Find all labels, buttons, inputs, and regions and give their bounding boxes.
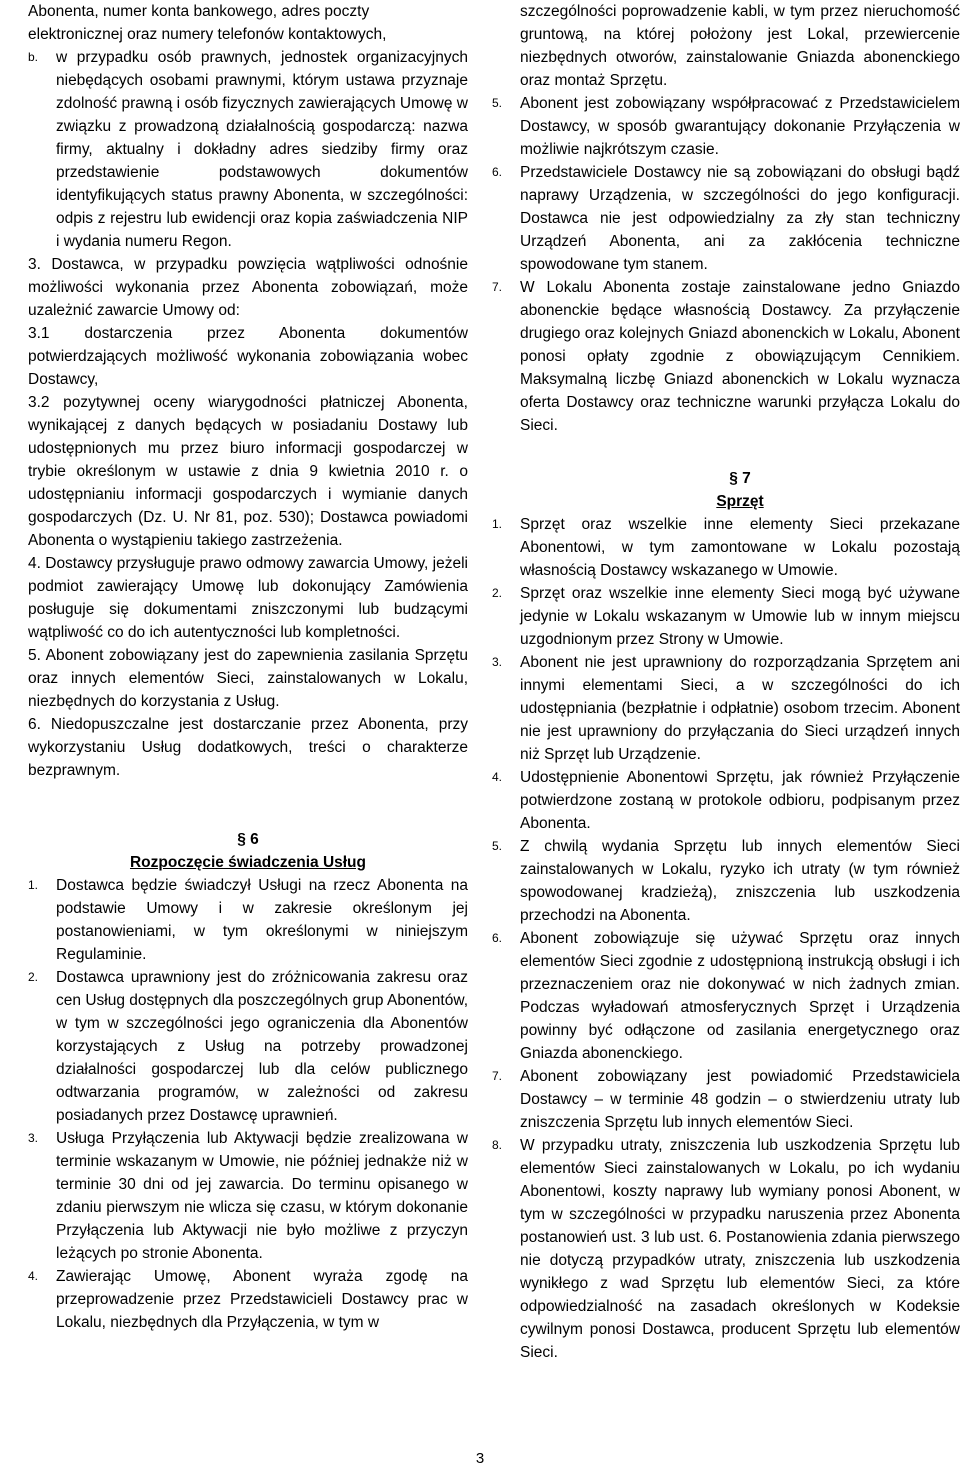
list-item bbox=[492, 582, 960, 651]
list-item bbox=[492, 92, 960, 161]
item-number: 1. bbox=[492, 517, 503, 531]
list-item bbox=[492, 927, 960, 1065]
list-item bbox=[492, 1065, 960, 1134]
top-line: elektronicznej oraz numery telefonów kontaktowych, bbox=[28, 26, 387, 43]
paragraph-3-2: 3.2 pozytywnej oceny wiarygodności płatniczej Abonenta, wynikającej z danych będących w posiadaniu Dostawy lub udostępnionych mu przez biuro informacji gospodarczej w trybie określonym w ustawie z dnia 9 kwietnia 2010 r. o udostępnianiu informacji gospodarczych i wymianie danych gospodarczych (Dz. U. Nr 81, poz. 530); Dostawca powiadomi Abonenta o wystąpieniu takiego zastrzeżenia. bbox=[28, 394, 468, 549]
list-item bbox=[492, 161, 960, 276]
list-item bbox=[28, 874, 468, 966]
item-text: Sprzęt oraz wszelkie inne elementy Sieci przekazane Abonentowi, w tym zamontowane w Lokalu pozostają własnością Dostawcy wskazanego w Umowie. bbox=[520, 516, 960, 579]
item-number: 6. bbox=[492, 931, 503, 945]
list-item bbox=[492, 766, 960, 835]
item-text: w przypadku osób prawnych, jednostek organizacyjnych niebędących osobami prawnymi, którym ustawa przyznaje zdolność prawną i osób fizycznych zawierających Umowę w związku z prowadzoną działalnością gospodarczą: nazwa firmy, aktualny i dokładny adres siedziby firmy oraz przedstawienie podstawowych dokumentów identyfikujących status prawny Abonenta, w szczególności: odpis z rejestru lub ewidencji oraz kopia zaświadczenia NIP i wydania numeru Regon. bbox=[56, 49, 468, 250]
item-number: 2. bbox=[492, 586, 503, 600]
item-text: Przedstawiciele Dostawcy nie są zobowiązani do obsługi bądź naprawy Urządzenia, w szczególności do jego konfiguracji. Dostawca nie jest odpowiedzialny za zły stan techniczny Urządzeń Abonenta, ani za zakłócenia techniczne spowodowane tym stanem. bbox=[520, 164, 960, 273]
continuation-text: szczególności poprowadzenie kabli, w tym przez nieruchomość gruntową, na której położony jest Lokal, przewiercenie niezbędnych otworów, zainstalowanie Gniazda abonenckiego oraz montaż Sprzętu. bbox=[520, 3, 960, 89]
section-number: § 6 bbox=[237, 831, 259, 848]
item-text: Abonent zobowiązuje się używać Sprzętu oraz innych elementów Sieci zgodnie z udostępnioną instrukcją obsługi i ich przeznaczeniem oraz nie dokonywać w nich żadnych zmian. Podczas wyładowań atmosferycznych Sprzęt i Urządzenia powinny być odłączone od zasilania energetycznego oraz Gniazda abonenckiego. bbox=[520, 930, 960, 1062]
section-title: Rozpoczęcie świadczenia Usług bbox=[129, 854, 366, 871]
paragraph-5: 5. Abonent zobowiązany jest do zapewnienia zasilania Sprzętu oraz innych elementów Sieci, zainstalowanych w Lokalu, niezbędnych do korzystania z Usług. bbox=[28, 647, 468, 710]
item-text: Sprzęt oraz wszelkie inne elementy Sieci mogą być używane jedynie w Lokalu wskazanym w Umowie lub w innym miejscu uzgodnionym przez Strony w Umowie. bbox=[520, 585, 960, 648]
item-text: Dostawca będzie świadczył Usługi na rzecz Abonenta na podstawie Umowy i w zakresie określonym jej postanowieniami, w tym określonymi w niniejszym Regulaminie. bbox=[56, 877, 468, 963]
item-text: Udostępnienie Abonentowi Sprzętu, jak również Przyłączenie potwierdzone zostaną w protokole odbioru, podpisanym przez Abonenta. bbox=[520, 769, 960, 832]
item-text: Z chwilą wydania Sprzętu lub innych elementów Sieci zainstalowanych w Lokalu, ryzyko ich utraty (w tym również spowodowanej kradzieżą), zniszczenia lub uszkodzenia przechodzi na Abonenta. bbox=[520, 838, 960, 924]
item-number: 4. bbox=[28, 1269, 39, 1283]
item-text: Abonent nie jest uprawniony do rozporządzania Sprzętem ani innymi elementami Sieci, a w szczególności do ich udostępniania (bezpłatnie i odpłatnie) osobom trzecim. Abonent nie jest uprawniony do przyłączania do Sieci urządzeń innych niż Sprzęt lub Urządzenie. bbox=[520, 654, 960, 763]
item-number: 4. bbox=[492, 770, 503, 784]
item-label: b. bbox=[28, 50, 39, 64]
section-title: Sprzęt bbox=[716, 493, 764, 510]
item-number: 2. bbox=[28, 970, 39, 984]
list-item bbox=[28, 966, 468, 1127]
item-number: 5. bbox=[492, 96, 503, 110]
item-text: Abonent zobowiązany jest powiadomić Przedstawiciela Dostawcy – w terminie 48 godzin – o stwierdzeniu utraty lub zniszczenia Sprzętu lub innych elementów Sieci. bbox=[520, 1068, 960, 1131]
item-text: Abonent jest zobowiązany współpracować z Przedstawicielem Dostawcy, w sposób gwarantujący dokonanie Przyłączenia w możliwie najkrótszym czasie. bbox=[520, 95, 960, 158]
paragraph-4: 4. Dostawcy przysługuje prawo odmowy zawarcia Umowy, jeżeli podmiot zawierający Umowę lub dokonujący Zamówienia posługuje się dokumentami zniszczonymi lub budzącymi wątpliwość co do ich autentyczności lub kompletności. bbox=[28, 555, 468, 641]
list-item bbox=[28, 1265, 468, 1334]
item-text: Dostawca uprawniony jest do zróżnicowania zakresu oraz cen Usług dostępnych dla poszczególnych grup Abonentów, w tym w szczególności jego ograniczenia dla Abonentów korzystających z Usług na potrzeby prowadzonej działalności gospodarczej lub dla celów publicznego odtwarzania programów, w zależności od zakresu posiadanych przez Dostawcę uprawnień. bbox=[56, 969, 468, 1124]
left-column bbox=[28, 0, 468, 1334]
item-number: 3. bbox=[28, 1131, 39, 1145]
item-text: W Lokalu Abonenta zostaje zainstalowane jedno Gniazdo abonenckie będące własnością Dostawcy. Za przyłączenie drugiego oraz kolejnych Gniazd abonenckich w Lokalu, Abonent ponosi opłaty zgodnie z obowiązującym Cennikiem. Maksymalną liczbę Gniazd abonenckich w Lokalu wyznacza oferta Dostawcy oraz techniczne warunki przyłącza Lokalu do Sieci. bbox=[520, 279, 960, 434]
item-b bbox=[28, 46, 468, 253]
list-item bbox=[492, 276, 960, 437]
item-text: Zawierając Umowę, Abonent wyraża zgodę na przeprowadzenie przez Przedstawicieli Dostawcy prac w Lokalu, niezbędnych dla Przyłączenia, w tym w bbox=[56, 1268, 468, 1331]
paragraph-3: 3. Dostawca, w przypadku powzięcia wątpliwości odnośnie możliwości wykonania przez Abonenta zobowiązań, może uzależnić zawarcie Umowy od: bbox=[28, 256, 468, 319]
item-text: W przypadku utraty, zniszczenia lub uszkodzenia Sprzętu lub elementów Sieci zainstalowanych w Lokalu, po ich wydaniu Abonentowi, koszty naprawy lub wymiany ponosi Abonent, w tym w szczególności w przypadku naruszenia przez Abonenta postanowień ust. 3 lub ust. 6. Postanowienia zdania pierwszego nie dotyczą przypadków utraty, zniszczenia lub uszkodzenia wynikłego z wad Sprzętu lub elementów Sieci, za które odpowiedzialność na zasadach określonych w Kodeksie cywilnym ponosi Dostawca, producent Sprzętu lub elementów Sieci. bbox=[520, 1137, 960, 1361]
page-number: 3 bbox=[475, 1450, 485, 1467]
item-text: Usługa Przyłączenia lub Aktywacji będzie zrealizowana w terminie wskazanym w Umowie, nie później jednakże niż w terminie 30 dni od jej zawarcia. Do terminu opisanego w zdaniu pierwszym nie wlicza się czasu, w którym dokonanie Przyłączenia lub Aktywacji nie było możliwe z przyczyn leżących po stronie Abonenta. bbox=[56, 1130, 468, 1262]
spacer bbox=[28, 782, 468, 828]
item-number: 5. bbox=[492, 839, 503, 853]
paragraph-3-1: 3.1 dostarczenia przez Abonenta dokumentów potwierdzających możliwość wykonania zobowiązania wobec Dostawcy, bbox=[28, 325, 468, 388]
top-line: Abonenta, numer konta bankowego, adres poczty bbox=[28, 3, 370, 20]
right-column bbox=[492, 0, 960, 1364]
item-number: 8. bbox=[492, 1138, 503, 1152]
item-number: 3. bbox=[492, 655, 503, 669]
paragraph-6: 6. Niedopuszczalne jest dostarczanie przez Abonenta, przy wykorzystaniu Usług dodatkowych, treści o charakterze bezprawnym. bbox=[28, 716, 468, 779]
spacer bbox=[520, 437, 960, 467]
item-number: 7. bbox=[492, 1069, 503, 1083]
list-item bbox=[492, 835, 960, 927]
list-item bbox=[492, 513, 960, 582]
item-number: 7. bbox=[492, 280, 503, 294]
section-number: § 7 bbox=[729, 470, 751, 487]
list-item bbox=[28, 1127, 468, 1265]
list-item bbox=[492, 1134, 960, 1364]
item-number: 1. bbox=[28, 878, 39, 892]
list-item bbox=[492, 651, 960, 766]
item-number: 6. bbox=[492, 165, 503, 179]
